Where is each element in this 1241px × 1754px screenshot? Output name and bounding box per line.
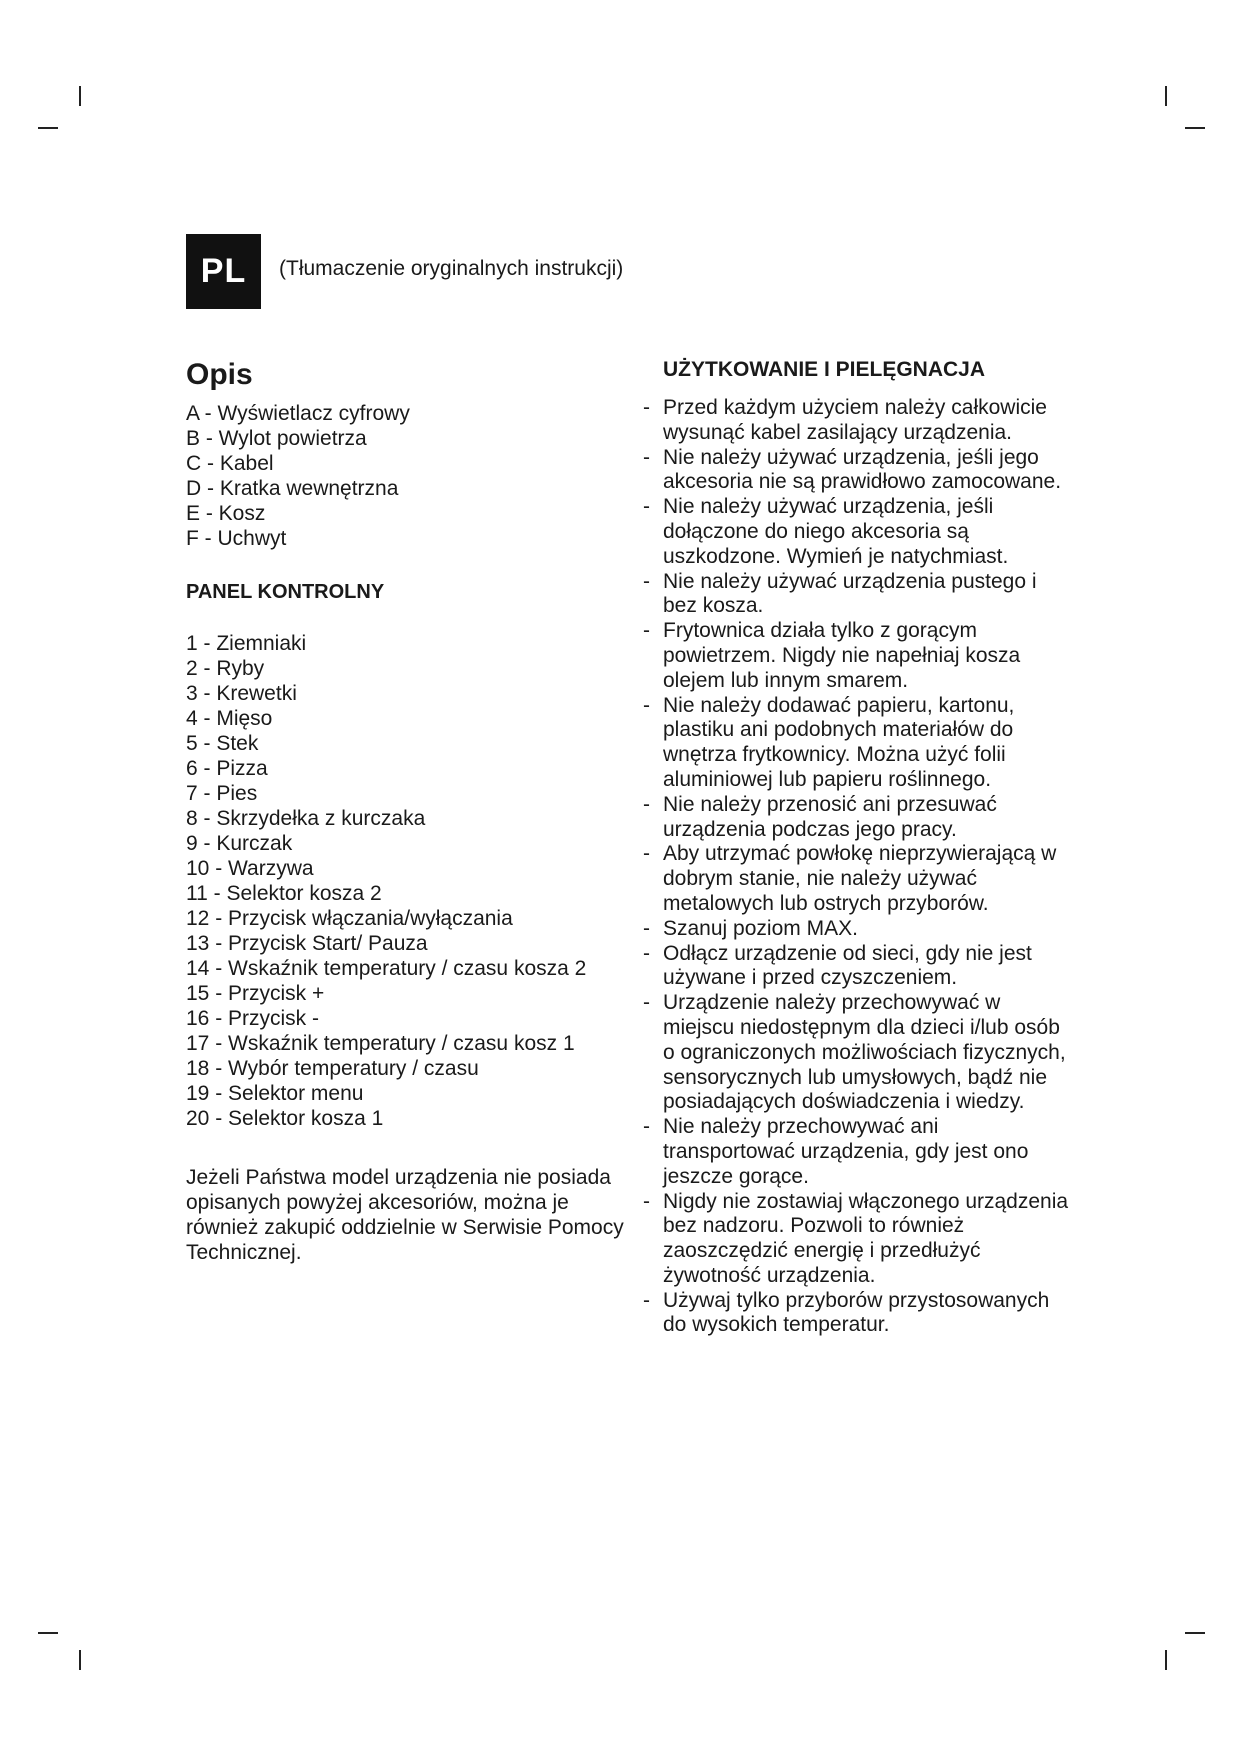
- list-item: B - Wylot powietrza: [186, 427, 367, 450]
- bullet-dash: -: [643, 619, 650, 643]
- list-item: 15 - Przycisk +: [186, 982, 325, 1005]
- list-item-text: Nie należy dodawać papieru, kartonu, plastiku ani podobnych materiałów do wnętrza frytkownicy. Można użyć folii aluminiowej lub papieru roślinnego.: [663, 693, 1015, 791]
- bullet-dash: -: [643, 569, 650, 593]
- list-item: [643, 694, 1073, 793]
- list-item: 11 - Selektor kosza 2: [186, 882, 382, 905]
- bullet-dash: -: [643, 396, 650, 419]
- list-item-text: Nie należy przenosić ani przesuwać urządzenia podczas jego pracy.: [663, 792, 997, 841]
- list-item: 1 - Ziemniaki: [186, 632, 307, 655]
- list-item: 6 - Pizza: [186, 757, 268, 780]
- bullet-dash: -: [643, 445, 650, 469]
- list-item: 10 - Warzywa: [186, 857, 314, 880]
- list-item: 20 - Selektor kosza 1: [186, 1107, 384, 1130]
- bullet-dash: -: [643, 916, 650, 940]
- list-item: [643, 570, 1073, 620]
- list-item: [643, 842, 1073, 916]
- list-item: 13 - Przycisk Start/ Pauza: [186, 932, 428, 955]
- control-panel-list: [186, 631, 626, 1131]
- list-item-text: Odłącz urządzenie od sieci, gdy nie jest używane i przed czyszczeniem.: [663, 941, 1032, 990]
- list-item: [643, 1289, 1073, 1339]
- crop-mark: [79, 1650, 81, 1670]
- list-item: 2 - Ryby: [186, 657, 265, 680]
- parts-list: [186, 401, 626, 551]
- list-item: C - Kabel: [186, 452, 274, 475]
- crop-mark: [1185, 127, 1205, 129]
- list-item-text: Szanuj poziom MAX.: [663, 916, 858, 940]
- bullet-dash: -: [643, 693, 650, 717]
- bullet-dash: -: [643, 1189, 650, 1213]
- list-item: [643, 1190, 1073, 1289]
- bullet-dash: -: [643, 792, 650, 816]
- crop-mark: [38, 1632, 58, 1634]
- bullet-dash: -: [643, 1115, 650, 1139]
- list-item: [643, 619, 1073, 693]
- list-item: D - Kratka wewnętrzna: [186, 477, 399, 500]
- crop-mark: [1165, 1650, 1167, 1670]
- left-column: [186, 355, 626, 1265]
- section-heading-description: Opis: [186, 358, 253, 391]
- list-item: 17 - Wskaźnik temperatury / czasu kosz 1: [186, 1032, 575, 1055]
- list-item: 3 - Krewetki: [186, 682, 297, 705]
- right-column: [643, 356, 1073, 1338]
- list-item-text: Nigdy nie zostawiaj włączonego urządzenia bez nadzoru. Pozwoli to również zaoszczędzić energię i przedłużyć żywotność urządzenia.: [663, 1189, 1069, 1287]
- list-item: [643, 1115, 1073, 1189]
- crop-mark: [1185, 1632, 1205, 1634]
- list-item: [643, 793, 1073, 843]
- crop-mark: [79, 86, 81, 106]
- list-item-text: Używaj tylko przyborów przystosowanych do wysokich temperatur.: [663, 1288, 1050, 1337]
- crop-mark: [1165, 86, 1167, 106]
- list-item: 4 - Mięso: [186, 707, 273, 730]
- accessories-note: Jeżeli Państwa model urządzenia nie posiada opisanych powyżej akcesoriów, można je również zakupić oddzielnie w Serwisie Pomocy Technicznej.: [186, 1166, 624, 1264]
- safety-list: [643, 396, 1073, 1338]
- list-item-text: Nie należy używać urządzenia, jeśli jego akcesoria nie są prawidłowo zamocowane.: [663, 445, 1062, 494]
- list-item: A - Wyświetlacz cyfrowy: [186, 402, 410, 425]
- section-heading-use-care: UŻYTKOWANIE I PIELĘGNACJA: [663, 358, 986, 381]
- list-item-text: Nie należy przechowywać ani transportować urządzenia, gdy jest ono jeszcze gorące.: [663, 1115, 1029, 1188]
- list-item-text: Frytownica działa tylko z gorącym powietrzem. Nigdy nie napełniaj kosza olejem lub innym smarem.: [663, 619, 1021, 692]
- list-item: F - Uchwyt: [186, 527, 287, 550]
- list-item-text: Przed każdym użyciem należy całkowicie wysunąć kabel zasilający urządzenia.: [663, 396, 1047, 444]
- list-item: 16 - Przycisk -: [186, 1007, 320, 1030]
- list-item-text: Nie należy używać urządzenia, jeśli dołączone do niego akcesoria są uszkodzone. Wymień je natychmiast.: [663, 495, 1009, 568]
- list-item: 14 - Wskaźnik temperatury / czasu kosza 2: [186, 957, 587, 980]
- list-item: 9 - Kurczak: [186, 832, 293, 855]
- bullet-dash: -: [643, 991, 650, 1015]
- list-item: [643, 495, 1073, 569]
- list-item: [643, 917, 1073, 942]
- list-item: [643, 396, 1073, 446]
- list-item: 8 - Skrzydełka z kurczaka: [186, 807, 426, 830]
- list-item: 7 - Pies: [186, 782, 258, 805]
- bullet-dash: -: [643, 1288, 650, 1312]
- list-item: 18 - Wybór temperatury / czasu: [186, 1057, 479, 1080]
- bullet-dash: -: [643, 842, 650, 866]
- list-item: 5 - Stek: [186, 732, 259, 755]
- language-badge: PL: [186, 234, 261, 309]
- list-item: [643, 991, 1073, 1115]
- bullet-dash: -: [643, 941, 650, 965]
- list-item-text: Aby utrzymać powłokę nieprzywierającą w dobrym stanie, nie należy używać metalowych lub ostrych przyborów.: [663, 842, 1057, 915]
- list-item: E - Kosz: [186, 502, 266, 525]
- translation-subtitle: (Tłumaczenie oryginalnych instrukcji): [279, 257, 624, 280]
- list-item: 19 - Selektor menu: [186, 1082, 364, 1105]
- crop-mark: [38, 127, 58, 129]
- list-item: [643, 942, 1073, 992]
- list-item-text: Nie należy używać urządzenia pustego i bez kosza.: [663, 569, 1037, 618]
- bullet-dash: -: [643, 495, 650, 519]
- list-item-text: Urządzenie należy przechowywać w miejscu niedostępnym dla dzieci i/lub osób o ograniczonych możliwościach fizycznych, sensorycznych lub umysłowych, bądź nie posiadających doświadczenia i wiedzy.: [663, 991, 1066, 1114]
- list-item: [643, 446, 1073, 496]
- section-heading-control-panel: PANEL KONTROLNY: [186, 581, 385, 603]
- list-item: 12 - Przycisk włączania/wyłączania: [186, 907, 513, 930]
